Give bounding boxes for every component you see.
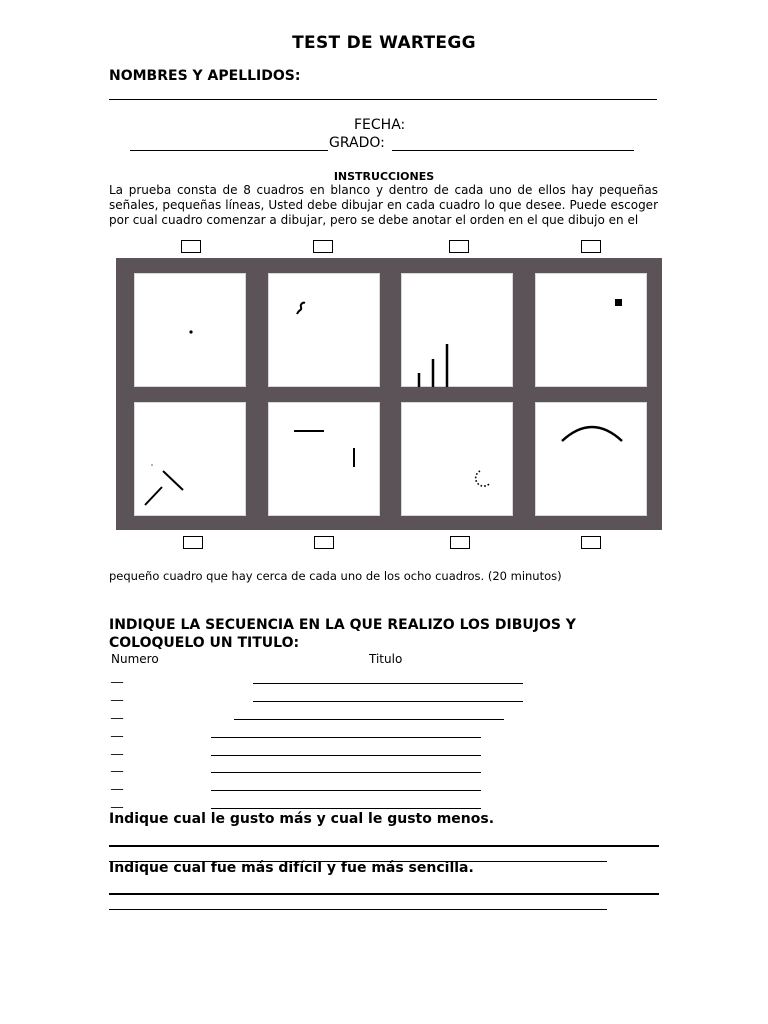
instructions-heading: INSTRUCCIONES <box>333 170 435 183</box>
order-box-1[interactable] <box>181 240 201 253</box>
answer-line-difficult-1[interactable] <box>109 893 659 895</box>
names-label: NOMBRES Y APELLIDOS: <box>109 68 301 84</box>
answer-line-difficult-2[interactable] <box>109 909 607 910</box>
names-line[interactable] <box>109 99 657 100</box>
stimulus-wavy-line <box>269 274 381 388</box>
wartegg-grid <box>116 258 662 530</box>
drawing-cell-2[interactable] <box>268 273 380 387</box>
row-title-line-7[interactable] <box>211 790 481 791</box>
sequence-heading-line2: COLOQUELO UN TITULO: <box>109 635 300 651</box>
row-title-line-4[interactable] <box>211 737 481 738</box>
row-title-line-8[interactable] <box>211 808 481 809</box>
fecha-line[interactable] <box>130 150 328 151</box>
instructions-continued: pequeño cuadro que hay cerca de cada uno de los ocho cuadros. (20 minutos) <box>109 569 562 583</box>
drawing-cell-8[interactable] <box>535 402 647 516</box>
order-box-3[interactable] <box>449 240 469 253</box>
question-difficult: Indique cual fue más difícil y fue más sencilla. <box>109 860 474 876</box>
drawing-cell-4[interactable] <box>535 273 647 387</box>
stimulus-curve <box>536 403 648 517</box>
stimulus-dotted-arc <box>402 403 514 517</box>
order-box-6[interactable] <box>314 536 334 549</box>
answer-line-like-1[interactable] <box>109 845 659 847</box>
row-title-line-2[interactable] <box>253 701 523 702</box>
drawing-cell-7[interactable] <box>401 402 513 516</box>
order-box-7[interactable] <box>450 536 470 549</box>
sequence-heading-line1: INDIQUE LA SECUENCIA EN LA QUE REALIZO LOS DIBUJOS Y <box>109 617 576 633</box>
stimulus-black-square <box>536 274 648 388</box>
stimulus-vertical-lines <box>402 274 514 388</box>
order-box-5[interactable] <box>183 536 203 549</box>
row-number-4[interactable]: __ <box>111 723 123 737</box>
col-titulo: Titulo <box>369 652 403 666</box>
question-like-most: Indique cual le gusto más y cual le gusto menos. <box>109 811 495 827</box>
order-box-4[interactable] <box>581 240 601 253</box>
row-number-8[interactable]: __ <box>111 794 123 808</box>
row-title-line-6[interactable] <box>211 772 481 773</box>
instructions-text: La prueba consta de 8 cuadros en blanco y dentro de cada uno de ellos hay pequeñas señales, pequeñas líneas, Usted debe dibujar en cada cuadro lo que desee. Puede escoger por cual cuadro comenzar a dibujar, pero se debe anotar el orden en el que dibujo en el <box>109 183 658 227</box>
row-number-5[interactable]: __ <box>111 741 123 755</box>
sequence-heading <box>109 616 669 652</box>
row-title-line-1[interactable] <box>253 683 523 684</box>
row-number-6[interactable]: __ <box>111 758 123 772</box>
stimulus-dot <box>135 274 247 388</box>
col-numero: Numero <box>111 652 159 666</box>
drawing-cell-3[interactable] <box>401 273 513 387</box>
order-box-2[interactable] <box>313 240 333 253</box>
order-box-8[interactable] <box>581 536 601 549</box>
row-title-line-3[interactable] <box>234 719 504 720</box>
row-title-line-5[interactable] <box>211 755 481 756</box>
drawing-cell-1[interactable] <box>134 273 246 387</box>
drawing-cell-6[interactable] <box>268 402 380 516</box>
stimulus-horizontal-vertical <box>269 403 381 517</box>
drawing-cell-5[interactable] <box>134 402 246 516</box>
grado-line[interactable] <box>392 150 634 151</box>
row-number-7[interactable]: __ <box>111 776 123 790</box>
stimulus-diagonal-lines <box>135 403 247 517</box>
grado-label: GRADO: <box>329 135 385 151</box>
row-number-3[interactable]: __ <box>111 705 123 719</box>
page-title: TEST DE WARTEGG <box>292 33 476 53</box>
row-number-1[interactable]: __ <box>111 669 123 683</box>
row-number-2[interactable]: __ <box>111 687 123 701</box>
fecha-label: FECHA: <box>354 117 406 133</box>
